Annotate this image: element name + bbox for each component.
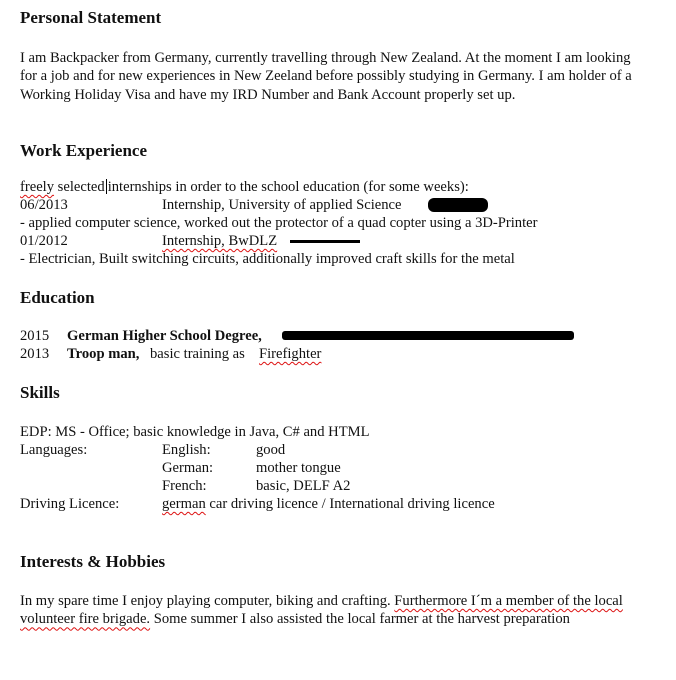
personal-statement-text: I am Backpacker from Germany, currently travelling through New Zealand. At the moment I am looking for a job and for new experiences in New Zeeland before possibly studying in Germany. I am holder of a Working Holiday Visa and have my IRD Number and Bank Account properly set up. <box>20 50 632 103</box>
interests-heading: Interests & Hobbies <box>20 552 166 571</box>
driving-value-first: german <box>162 496 206 512</box>
interests-text-flagged: Furthermore I´m a member of the local volunteer fire brigade. <box>20 593 623 628</box>
work-item-detail-text: - Electrician, Built switching circuits, additionally improved craft skills for the metal <box>20 251 515 267</box>
language-name: German: <box>162 460 214 476</box>
education-heading: Education <box>20 288 95 307</box>
work-item-date: 01/2012 <box>20 233 68 249</box>
text-cursor <box>106 179 107 194</box>
languages-label: Languages: <box>20 442 88 458</box>
education-detail: basic training as <box>150 346 245 362</box>
education-degree: Troop man, <box>67 346 140 362</box>
personal-statement-heading: Personal Statement <box>20 8 162 27</box>
work-intro-rest: internships in order to the school education (for some weeks): <box>107 179 469 195</box>
language-level: mother tongue <box>256 460 341 476</box>
work-item-title: Internship, BwDLZ <box>162 233 278 249</box>
education-year: 2013 <box>20 346 50 362</box>
interests-text-b: Some summer I also assisted the local farmer at the harvest preparation <box>150 611 570 628</box>
work-intro-word-2: selected <box>54 179 105 195</box>
skills-edp-text: EDP: MS - Office; basic knowledge in Java, C# and HTML <box>20 424 370 440</box>
interests-text-a: In my spare time I enjoy playing computer, biking and crafting. <box>20 593 395 609</box>
education-detail-tail: Firefighter <box>259 346 322 362</box>
language-level: basic, DELF A2 <box>256 478 351 494</box>
interests-text <box>20 592 632 629</box>
language-name: English: <box>162 442 211 458</box>
work-item-detail-text: - applied computer science, worked out the protector of a quad copter using a 3D-Printer <box>20 215 538 231</box>
driving-value-rest: car driving licence / International driving licence <box>205 496 495 512</box>
work-item-title: Internship, University of applied Science <box>162 197 402 213</box>
language-level: good <box>256 442 286 458</box>
work-experience-heading: Work Experience <box>20 141 148 160</box>
language-name: French: <box>162 478 207 494</box>
education-year: 2015 <box>20 328 50 344</box>
driving-label: Driving Licence: <box>20 496 120 512</box>
work-item-date: 06/2013 <box>20 197 68 213</box>
redaction-mark <box>428 198 488 212</box>
work-intro-word-1: freely <box>20 179 55 195</box>
redaction-mark <box>282 331 574 340</box>
education-degree: German Higher School Degree, <box>67 328 262 344</box>
skills-heading: Skills <box>20 383 60 402</box>
redaction-mark <box>290 240 360 243</box>
